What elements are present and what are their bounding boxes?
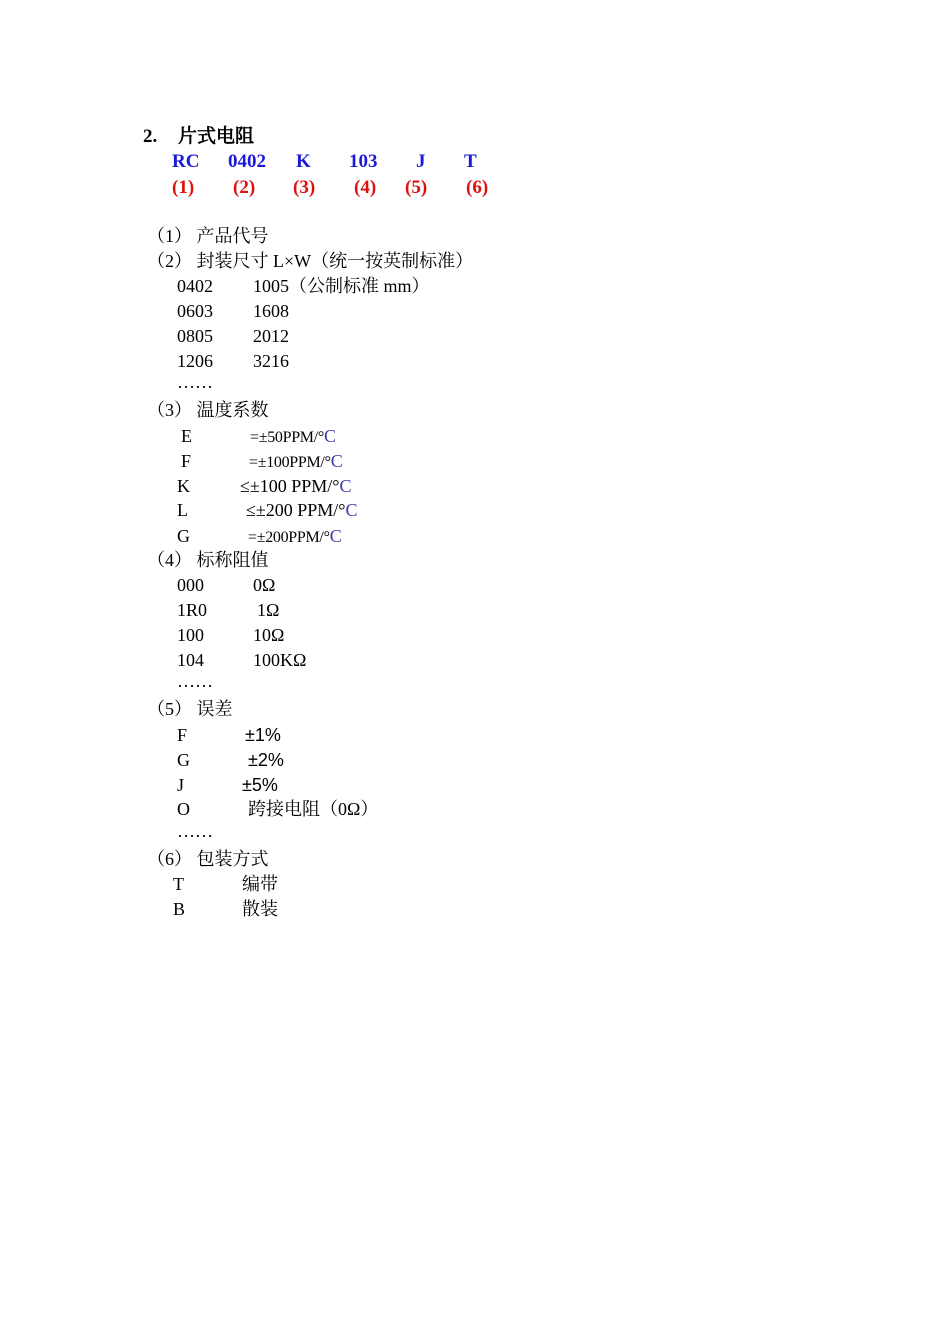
heading-packaging: （6） 包装方式 [147, 849, 269, 869]
tolerance-code: J [177, 775, 185, 795]
resistance-value: 100KΩ [253, 650, 307, 670]
ellipsis: …… [177, 372, 213, 392]
ellipsis: …… [177, 671, 213, 691]
code-tolerance: J [416, 151, 426, 172]
tolerance-code: O [177, 799, 190, 819]
size-metric: 3216 [253, 351, 289, 371]
heading-package-size: （2） 封装尺寸 L×W（统一按英制标准） [147, 251, 474, 271]
packaging-code: T [173, 874, 184, 894]
temp-value: ≤±100 PPM/°C [240, 476, 352, 496]
section-title: 片式电阻 [178, 126, 255, 147]
temp-value: =±200PPM/°C [248, 526, 342, 546]
temp-code: K [177, 476, 190, 496]
code-temp: K [296, 151, 311, 172]
size-metric: 1608 [253, 301, 289, 321]
tolerance-code: G [177, 750, 190, 770]
tolerance-code: F [177, 725, 188, 745]
section-number: 2. [143, 126, 158, 147]
heading-product-code: （1） 产品代号 [147, 226, 269, 246]
code-resistance: 103 [349, 151, 378, 172]
temp-value: ≤±200 PPM/°C [246, 500, 358, 520]
temp-value: =±50PPM/°C [250, 426, 336, 446]
resistance-value: 1Ω [257, 600, 280, 620]
celsius-c: C [330, 451, 343, 471]
temp-code: E [181, 426, 192, 446]
celsius-c: C [345, 500, 358, 520]
packaging-value: 编带 [242, 874, 278, 894]
celsius-c: C [339, 476, 352, 496]
index-2: (2) [233, 177, 256, 198]
tolerance-value: 跨接电阻（0Ω） [248, 799, 379, 819]
index-4: (4) [354, 177, 377, 198]
size-code: 0603 [177, 301, 213, 321]
packaging-value: 散装 [242, 899, 278, 919]
resistance-code: 100 [177, 625, 204, 645]
index-6: (6) [466, 177, 489, 198]
temp-code: G [177, 526, 190, 546]
code-packaging: T [464, 151, 477, 172]
packaging-code: B [173, 899, 186, 919]
temp-code: L [177, 500, 188, 520]
resistance-value: 10Ω [253, 625, 285, 645]
resistance-code: 1R0 [177, 600, 208, 620]
temp-code: F [181, 451, 192, 471]
size-code: 1206 [177, 351, 213, 371]
heading-tolerance: （5） 误差 [147, 699, 233, 719]
tolerance-value: ±5% [242, 775, 278, 795]
size-metric: 1005（公制标准 mm） [253, 276, 430, 296]
temp-value: =±100PPM/°C [249, 451, 343, 471]
size-code: 0805 [177, 326, 213, 346]
resistance-value: 0Ω [253, 575, 276, 595]
resistance-code: 104 [177, 650, 204, 670]
tolerance-value: ±1% [245, 725, 281, 745]
index-5: (5) [405, 177, 428, 198]
size-code: 0402 [177, 276, 213, 296]
size-metric: 2012 [253, 326, 289, 346]
celsius-c: C [323, 426, 336, 446]
tolerance-value: ±2% [248, 750, 284, 770]
ellipsis: …… [177, 821, 213, 841]
heading-temp-coefficient: （3） 温度系数 [147, 400, 269, 420]
index-3: (3) [293, 177, 316, 198]
code-product: RC [172, 151, 200, 172]
heading-nominal-resistance: （4） 标称阻值 [147, 550, 269, 570]
celsius-c: C [329, 526, 342, 546]
resistance-code: 000 [177, 575, 204, 595]
code-size: 0402 [228, 151, 266, 172]
index-1: (1) [172, 177, 195, 198]
